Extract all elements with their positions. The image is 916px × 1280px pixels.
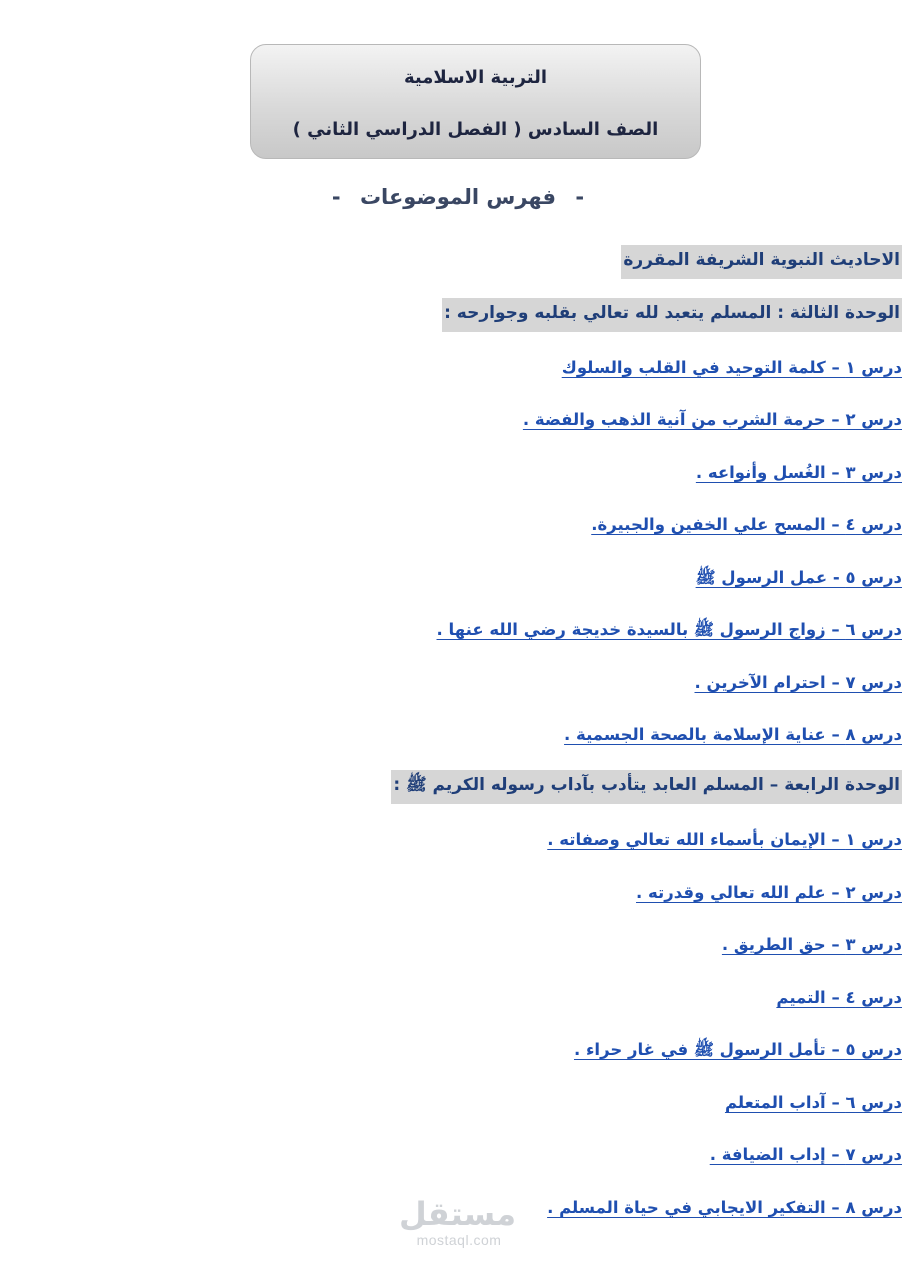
lesson-row bbox=[22, 551, 902, 604]
section-heading: الوحدة الثالثة : المسلم يتعبد لله تعالي بقلبه وجوارحه : bbox=[442, 298, 902, 332]
lesson-link[interactable]: درس ٥ – تأمل الرسول ﷺ في غار حراء . bbox=[573, 1040, 902, 1060]
lesson-row bbox=[22, 709, 902, 762]
index-heading bbox=[0, 185, 916, 209]
lesson-row bbox=[22, 394, 902, 447]
lesson-row bbox=[22, 1024, 902, 1077]
lesson-link[interactable]: درس ٨ – التفكير الايجابي في حياة المسلم . bbox=[547, 1197, 902, 1217]
lesson-row bbox=[22, 1076, 902, 1129]
lesson-link[interactable]: درس ١ – كلمة التوحيد في القلب والسلوك bbox=[561, 357, 902, 377]
section-row bbox=[22, 761, 902, 814]
lesson-row bbox=[22, 499, 902, 552]
section-heading: الوحدة الرابعة – المسلم العابد يتأدب بآداب رسوله الكريم ﷺ : bbox=[391, 770, 902, 804]
table-of-contents bbox=[22, 236, 902, 1234]
subject-title: التربية الاسلامية bbox=[403, 67, 548, 88]
lesson-link[interactable]: درس ٧ – احترام الآخرين . bbox=[694, 672, 902, 692]
lesson-link[interactable]: درس ٧ – إداب الضيافة . bbox=[709, 1145, 902, 1165]
lesson-link[interactable]: درس ٢ – حرمة الشرب من آنية الذهب والفضة . bbox=[522, 410, 902, 430]
lesson-row bbox=[22, 604, 902, 657]
lesson-link[interactable]: درس ٥ - عمل الرسول ﷺ bbox=[695, 567, 902, 587]
lesson-row bbox=[22, 919, 902, 972]
lesson-link[interactable]: درس ٤ – المسح علي الخفين والجبيرة. bbox=[591, 515, 902, 535]
heading-dash-right: - bbox=[575, 185, 585, 209]
lesson-link[interactable]: درس ٣ – حق الطريق . bbox=[721, 935, 902, 955]
heading-dash-left: - bbox=[331, 185, 341, 209]
section-heading: الاحاديث النبوية الشريفة المقررة bbox=[621, 245, 902, 279]
lesson-link[interactable]: درس ٢ – علم الله تعالي وقدرته . bbox=[636, 882, 902, 902]
lesson-row bbox=[22, 656, 902, 709]
title-box bbox=[250, 44, 701, 159]
watermark-latin: mostaql.com bbox=[416, 1231, 502, 1248]
section-row bbox=[22, 236, 902, 289]
grade-subtitle: الصف السادس ( الفصل الدراسي الثاني ) bbox=[292, 119, 659, 140]
lesson-link[interactable]: درس ٦ – آداب المتعلم bbox=[724, 1092, 902, 1112]
lesson-row bbox=[22, 341, 902, 394]
lesson-link[interactable]: درس ٤ – التميم bbox=[776, 987, 902, 1007]
lesson-row bbox=[22, 446, 902, 499]
lesson-link[interactable]: درس ٨ – عناية الإسلامة بالصحة الجسمية . bbox=[564, 725, 902, 745]
watermark-arabic: مستقل bbox=[398, 1195, 516, 1233]
section-row bbox=[22, 289, 902, 342]
index-title: فهرس الموضوعات bbox=[359, 185, 557, 209]
lesson-row bbox=[22, 866, 902, 919]
lesson-row bbox=[22, 1129, 902, 1182]
lesson-row bbox=[22, 814, 902, 867]
lesson-link[interactable]: درس ٣ – الغُسل وأنواعه . bbox=[695, 462, 902, 482]
lesson-link[interactable]: درس ١ – الإيمان بأسماء الله تعالي وصفاته . bbox=[547, 830, 902, 850]
lesson-link[interactable]: درس ٦ – زواج الرسول ﷺ بالسيدة خديجة رضي الله عنها . bbox=[436, 620, 902, 640]
lesson-row bbox=[22, 971, 902, 1024]
watermark-logo bbox=[398, 1195, 516, 1248]
